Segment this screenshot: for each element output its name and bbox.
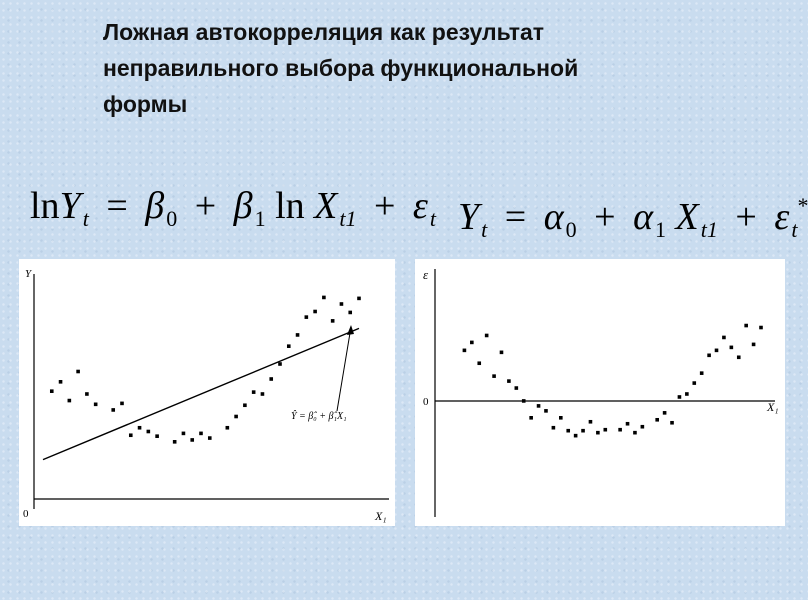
scatter-panel-residuals	[415, 259, 785, 526]
scatter-chart-residuals	[415, 259, 785, 526]
data-point-25	[663, 411, 667, 415]
origin-label: 0	[423, 396, 429, 408]
origin-label: 0	[23, 508, 29, 520]
data-point-6	[507, 379, 511, 383]
data-point-7	[515, 386, 519, 390]
data-point-32	[357, 297, 361, 301]
data-point-17	[589, 420, 593, 424]
data-point-30	[340, 302, 344, 306]
data-point-0	[50, 389, 54, 393]
data-point-31	[348, 311, 352, 315]
data-point-13	[182, 432, 186, 436]
formula2-x: X	[675, 196, 699, 238]
formula2-y-sub: t	[481, 217, 488, 242]
data-point-22	[633, 431, 637, 435]
data-point-1	[470, 341, 474, 345]
data-point-10	[537, 404, 541, 408]
data-point-36	[744, 324, 748, 328]
data-point-17	[226, 426, 230, 430]
formula-ln-2: ln	[275, 185, 305, 227]
data-point-34	[730, 346, 734, 350]
data-point-11	[544, 409, 548, 413]
data-point-2	[68, 399, 72, 403]
formula-x: X	[314, 185, 338, 227]
data-point-16	[581, 429, 585, 433]
formula-eq: =	[106, 185, 128, 227]
scatter-chart-original	[19, 259, 395, 526]
data-point-14	[566, 429, 570, 433]
data-point-9	[529, 416, 533, 420]
slide-title	[103, 14, 763, 122]
data-point-4	[492, 374, 496, 378]
formula-eps-sub: t	[429, 206, 437, 231]
data-point-19	[243, 403, 247, 407]
data-point-26	[305, 315, 309, 319]
formula-beta0-sub: 0	[166, 206, 178, 231]
formula-y-sub: t	[82, 206, 89, 231]
formula2-plus-1: +	[594, 196, 616, 238]
fit-line	[43, 328, 359, 459]
data-point-27	[313, 310, 317, 314]
formula-log-model	[30, 178, 436, 234]
data-point-24	[655, 418, 659, 422]
data-point-28	[322, 296, 326, 300]
data-point-9	[138, 426, 142, 430]
data-point-38	[759, 326, 763, 330]
data-point-22	[269, 377, 273, 381]
data-point-5	[500, 351, 504, 355]
data-point-16	[208, 436, 212, 440]
data-point-20	[252, 390, 256, 394]
data-point-23	[278, 362, 282, 366]
data-point-3	[485, 334, 489, 338]
data-point-28	[685, 392, 689, 396]
formula-eps: ε	[412, 185, 428, 227]
x-axis-label: X₁	[767, 400, 779, 414]
data-point-11	[155, 434, 159, 438]
title-line-3: формы	[103, 91, 188, 117]
formula2-eps: ε	[774, 196, 790, 238]
x-axis-label: X₁	[375, 509, 387, 523]
formula-beta1-sub: 1	[254, 206, 266, 231]
data-point-10	[147, 430, 151, 434]
data-point-14	[190, 438, 194, 442]
formula-y: Y	[59, 185, 81, 227]
formula-beta1: β	[233, 185, 253, 227]
data-point-8	[522, 399, 526, 403]
formula-x-sub: t1	[339, 206, 357, 231]
data-point-25	[296, 333, 300, 337]
formula-ln: ln	[30, 185, 60, 227]
data-point-32	[715, 349, 719, 353]
data-point-7	[120, 402, 124, 406]
data-point-13	[559, 416, 563, 420]
data-point-12	[173, 440, 177, 444]
data-point-8	[129, 433, 133, 437]
data-point-31	[707, 354, 711, 358]
scatter-panel-original	[19, 259, 395, 526]
data-point-20	[618, 428, 622, 432]
data-point-27	[678, 395, 682, 399]
data-point-24	[287, 344, 291, 348]
formula2-alpha0-sub: 0	[565, 217, 577, 242]
fit-line-label: Ŷ = β̂₀ + β̂₁X₁	[291, 411, 347, 422]
data-point-37	[752, 343, 756, 347]
formula-linear-model	[458, 178, 808, 242]
formula2-plus-2: +	[735, 196, 757, 238]
title-line-2: неправильного выбора функциональной	[103, 55, 579, 81]
formula-beta0: β	[145, 185, 165, 227]
data-point-21	[261, 392, 265, 396]
y-axis-label: ε	[423, 267, 429, 282]
data-point-15	[199, 432, 203, 436]
formula2-y: Y	[458, 196, 480, 238]
data-point-4	[85, 392, 89, 396]
formula-plus-2: +	[373, 185, 396, 227]
formula2-alpha1: α	[633, 196, 654, 238]
data-point-21	[626, 422, 630, 426]
data-point-1	[59, 380, 63, 384]
formula2-eq: =	[504, 196, 527, 238]
data-point-35	[737, 355, 741, 359]
formula2-eps-sub: t	[791, 217, 798, 242]
formula2-alpha0: α	[543, 196, 564, 238]
data-point-6	[111, 408, 115, 412]
fit-label-pointer	[337, 327, 351, 411]
data-point-3	[76, 370, 80, 374]
y-axis-label: Y	[25, 268, 32, 280]
formula2-alpha1-sub: 1	[655, 217, 667, 242]
data-point-23	[641, 425, 645, 429]
title-line-1: Ложная автокорреляция как результат	[103, 19, 545, 45]
data-point-2	[477, 361, 481, 365]
data-point-29	[692, 381, 696, 385]
formula2-x-sub: t1	[700, 217, 718, 242]
data-point-15	[574, 434, 578, 438]
data-point-26	[670, 421, 674, 425]
data-point-5	[94, 403, 98, 407]
data-point-0	[463, 349, 467, 353]
formula-plus-1: +	[194, 185, 217, 227]
data-point-12	[552, 426, 556, 430]
data-point-29	[331, 319, 335, 323]
data-point-19	[603, 428, 607, 432]
data-point-30	[700, 371, 704, 375]
data-point-18	[596, 431, 600, 435]
formula2-eps-sup: *	[797, 193, 808, 218]
data-point-33	[722, 336, 726, 340]
data-point-18	[234, 415, 238, 419]
